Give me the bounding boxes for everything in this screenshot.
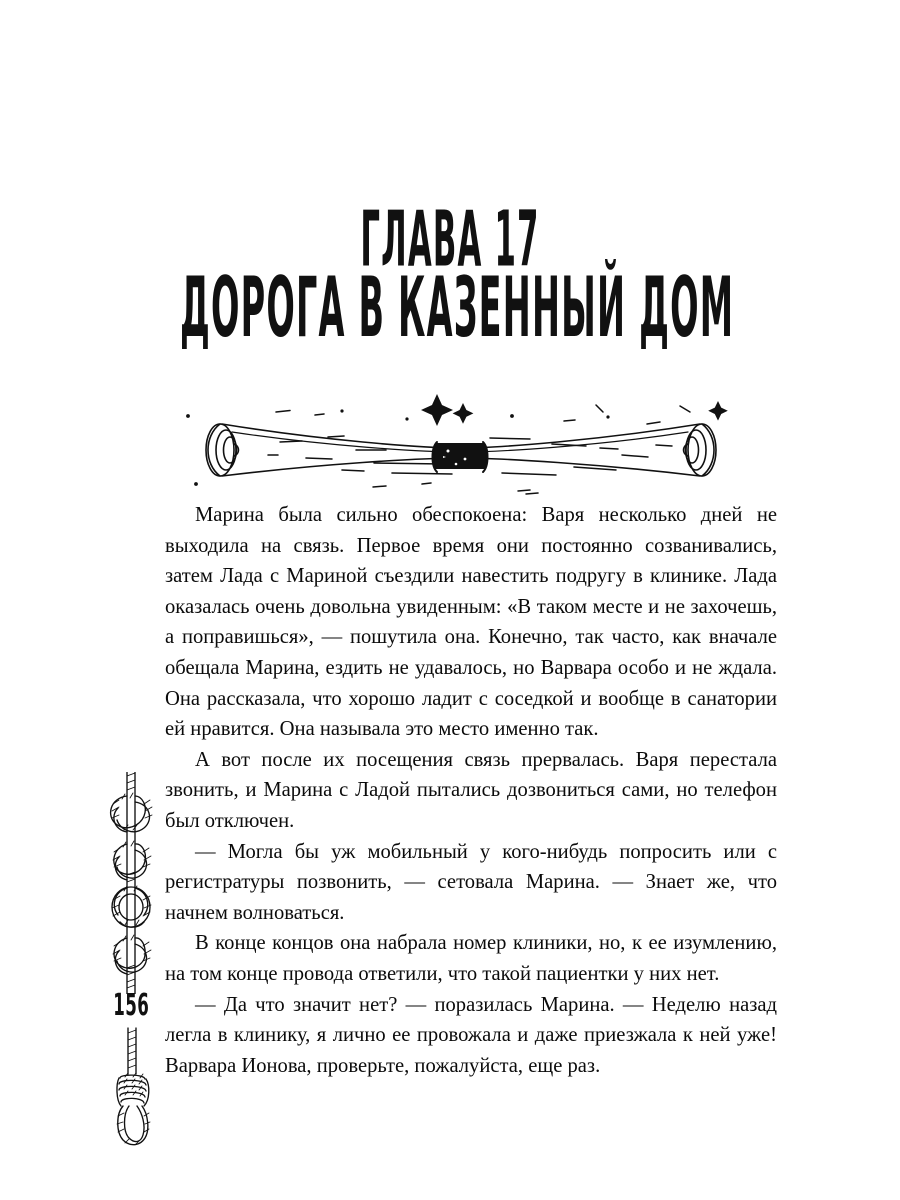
rope-knot bbox=[111, 793, 152, 832]
paragraph: А вот после их посещения связь прервалась. Варя перестала звонить, и Марина с Ладой пытались дозвониться сами, но телефон был отключен. bbox=[165, 748, 777, 832]
rope-knot bbox=[113, 935, 151, 974]
chapter-heading bbox=[0, 195, 900, 357]
chapter-title: ДОРОГА В КАЗЕННЫЙ ДОМ bbox=[180, 258, 735, 357]
body-text bbox=[165, 500, 777, 1081]
rope-knot bbox=[113, 841, 151, 880]
paragraph: — Могла бы уж мобильный у кого-нибудь попросить или с регистратуры позвонить, — сетовала Марина. — Знает же, что начнем волноваться. bbox=[165, 840, 777, 924]
rope-knot bbox=[112, 886, 151, 927]
scroll-ornament bbox=[160, 388, 760, 500]
page-number bbox=[98, 986, 164, 1023]
four-point-sparkle bbox=[186, 394, 728, 486]
scroll-band bbox=[433, 442, 488, 472]
noose-coils bbox=[117, 1073, 149, 1106]
page-number-value: 156 bbox=[113, 986, 149, 1023]
paragraph: — Да что значит нет? — поразилась Марина. — Неделю назад легла в клинику, я лично ее провожала и даже приезжала к ней уже! Варвара Ионова, проверьте, пожалуйста, еще раз. bbox=[165, 993, 777, 1077]
knotted-rope-ornament bbox=[100, 772, 162, 994]
paragraph: В конце концов она набрала номер клиники, но, к ее изумлению, на том конце провода ответили, что такой пациентки у них нет. bbox=[165, 932, 777, 985]
noose-loop bbox=[117, 1106, 150, 1145]
paragraph: Марина была сильно обеспокоена: Варя несколько дней не выходила на связь. Первое время они постоянно созванивались, затем Лада с Мариной съездили навестить подругу в клинике. Лада оказалась очень довольна увиденным: «В таком месте и не захочешь, а поправишься», — пошутила она. Конечно, так часто, как вначале обещала Марина, ездить не удавалось, но Варвара особо и не ждала. Она рассказала, что хорошо ладит с соседкой и вообще в санатории ей нравится. Она называла это место именно так. bbox=[165, 504, 777, 741]
chapter-number: ГЛАВА 17 bbox=[360, 195, 540, 285]
hangman-noose-ornament bbox=[108, 1026, 158, 1150]
